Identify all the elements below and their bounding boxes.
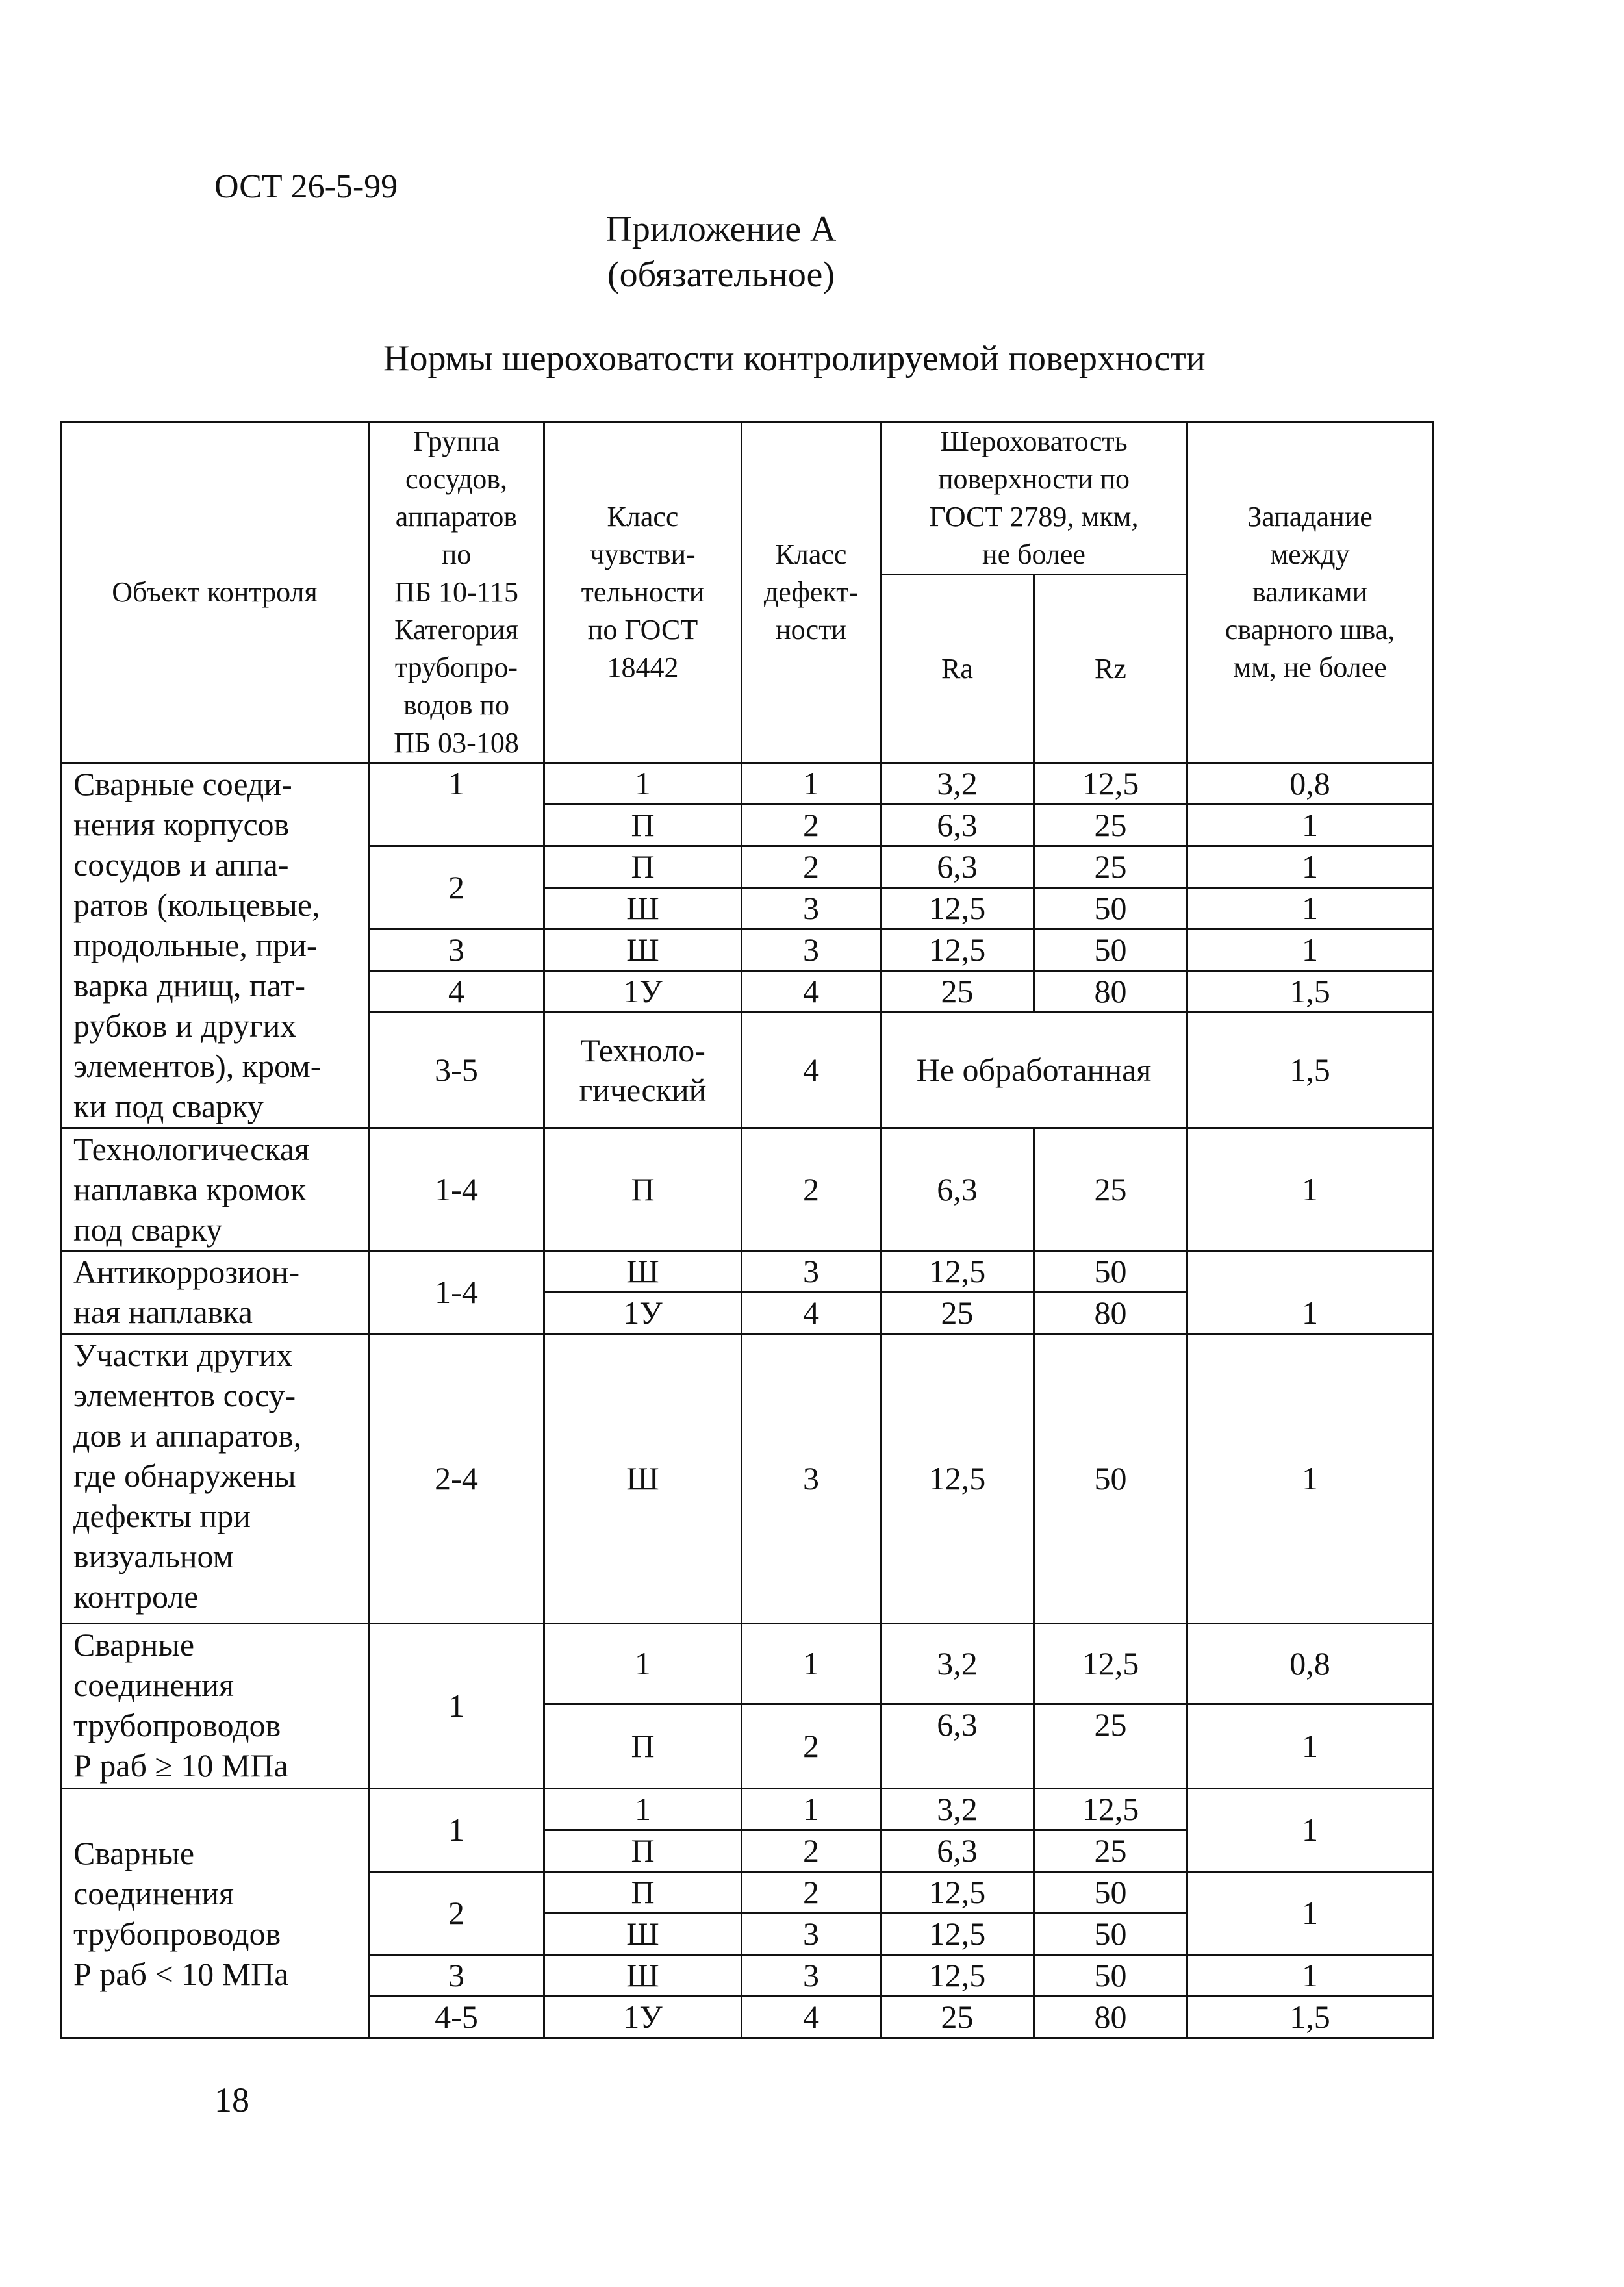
ra-cell: 6,3 — [881, 1830, 1034, 1872]
object-anticorrosion: Антикоррозион- ная наплавка — [61, 1251, 369, 1334]
group-cell: 1 — [369, 1789, 544, 1872]
header-sensitivity-class: Класс чувстви- тельности по ГОСТ 18442 — [544, 422, 742, 763]
group-cell: 3-5 — [369, 1013, 544, 1128]
rz-cell: 25 — [1034, 805, 1187, 846]
header-defect-class: Класс дефект- ности — [742, 422, 881, 763]
defect-cell: 2 — [742, 1872, 881, 1914]
header-rz: Rz — [1034, 575, 1187, 763]
defect-cell: 1 — [742, 1624, 881, 1704]
gap-cell: 1 — [1187, 1334, 1433, 1624]
sensitivity-cell: П — [544, 805, 742, 846]
sensitivity-cell: 1У — [544, 971, 742, 1013]
defect-cell: 2 — [742, 805, 881, 846]
ra-cell: 12,5 — [881, 888, 1034, 929]
sensitivity-cell: П — [544, 1830, 742, 1872]
object-other-areas: Участки других элементов сосу- дов и аппаратов, где обнаружены дефекты при визуальном контроле — [61, 1334, 369, 1624]
ra-cell: 6,3 — [881, 805, 1034, 846]
defect-cell: 2 — [742, 1704, 881, 1789]
group-cell: 1-4 — [369, 1128, 544, 1251]
sensitivity-cell: Ш — [544, 1251, 742, 1293]
defect-cell: 3 — [742, 929, 881, 971]
sensitivity-cell: Техноло- гический — [544, 1013, 742, 1128]
header-object: Объект контроля — [61, 422, 369, 763]
ra-cell: 25 — [881, 1293, 1034, 1334]
gap-cell: 1 — [1187, 1789, 1433, 1872]
sensitivity-cell: П — [544, 846, 742, 888]
gap-cell: 1 — [1187, 929, 1433, 971]
sensitivity-cell: Ш — [544, 888, 742, 929]
appendix-label: Приложение А — [605, 209, 837, 249]
group-cell: 3 — [369, 929, 544, 971]
roughness-cell: Не обработанная — [881, 1013, 1187, 1128]
gap-cell: 1,5 — [1187, 971, 1433, 1013]
table-row — [61, 1334, 1433, 1624]
group-cell: 1 — [369, 763, 544, 846]
gap-cell: 1 — [1187, 805, 1433, 846]
rz-cell: 25 — [1034, 1128, 1187, 1251]
defect-cell: 3 — [742, 888, 881, 929]
gap-cell: 0,8 — [1187, 763, 1433, 805]
group-cell: 4-5 — [369, 1997, 544, 2038]
defect-cell: 4 — [742, 1293, 881, 1334]
sensitivity-cell: П — [544, 1704, 742, 1789]
ra-cell: 3,2 — [881, 1624, 1034, 1704]
sensitivity-cell: 1У — [544, 1997, 742, 2038]
header-group: Группа сосудов, аппаратов по ПБ 10-115 Категория трубопро- водов по ПБ 03-108 — [369, 422, 544, 763]
defect-cell: 3 — [742, 1334, 881, 1624]
rz-cell: 50 — [1034, 1872, 1187, 1914]
rz-cell: 80 — [1034, 971, 1187, 1013]
table-title: Нормы шероховатости контролируемой поверхности — [383, 338, 1206, 379]
ra-cell: 12,5 — [881, 1872, 1034, 1914]
sensitivity-cell: Ш — [544, 1334, 742, 1624]
header-roughness: Шероховатость поверхности по ГОСТ 2789, мкм, не более — [881, 422, 1187, 575]
ra-cell: 12,5 — [881, 1334, 1034, 1624]
rz-cell: 12,5 — [1034, 1789, 1187, 1830]
rz-cell: 50 — [1034, 1914, 1187, 1955]
gap-cell: 1 — [1187, 1955, 1433, 1997]
rz-cell: 12,5 — [1034, 1624, 1187, 1704]
header-gap: Западание между валиками сварного шва, мм, не более — [1187, 422, 1433, 763]
rz-cell: 50 — [1034, 1334, 1187, 1624]
group-cell: 3 — [369, 1955, 544, 1997]
ra-cell: 12,5 — [881, 929, 1034, 971]
group-cell: 2 — [369, 1872, 544, 1955]
appendix-status: (обязательное) — [607, 255, 835, 295]
gap-cell: 1 — [1187, 1704, 1433, 1789]
document-code: ОСТ 26-5-99 — [214, 168, 398, 205]
object-pipe-lt10: Сварные соединения трубопроводов Р раб < 10 МПа — [61, 1789, 369, 2038]
gap-cell: 1 — [1187, 1872, 1433, 1955]
header-row — [61, 422, 1433, 575]
defect-cell: 1 — [742, 1789, 881, 1830]
sensitivity-cell: Ш — [544, 1955, 742, 1997]
object-tech-cladding: Технологическая наплавка кромок под сварку — [61, 1128, 369, 1251]
table-row — [61, 763, 1433, 805]
sensitivity-cell: П — [544, 1872, 742, 1914]
ra-cell: 25 — [881, 971, 1034, 1013]
defect-cell: 4 — [742, 1013, 881, 1128]
rz-cell: 50 — [1034, 929, 1187, 971]
rz-cell: 50 — [1034, 888, 1187, 929]
rz-cell: 12,5 — [1034, 763, 1187, 805]
rz-cell: 50 — [1034, 1955, 1187, 1997]
gap-cell: 1,5 — [1187, 1997, 1433, 2038]
ra-cell: 6,3 — [881, 1128, 1034, 1251]
gap-cell: 0,8 — [1187, 1624, 1433, 1704]
group-cell: 2 — [369, 846, 544, 929]
defect-cell: 2 — [742, 846, 881, 888]
defect-cell: 1 — [742, 763, 881, 805]
rz-cell: 25 — [1034, 846, 1187, 888]
ra-cell: 6,3 — [881, 846, 1034, 888]
appendix-heading — [0, 207, 1442, 297]
defect-cell: 4 — [742, 971, 881, 1013]
gap-cell: 1,5 — [1187, 1013, 1433, 1128]
rz-cell: 25 — [1034, 1704, 1187, 1789]
defect-cell: 4 — [742, 1997, 881, 2038]
ra-cell: 12,5 — [881, 1955, 1034, 1997]
defect-cell: 2 — [742, 1830, 881, 1872]
sensitivity-cell: Ш — [544, 929, 742, 971]
object-welds-vessels: Сварные соеди- нения корпусов сосудов и аппа- ратов (кольцевые, продольные, при- варка днищ, пат- рубков и других элементов), кром- ки под сварку — [61, 763, 369, 1128]
rz-cell: 80 — [1034, 1293, 1187, 1334]
page-number: 18 — [214, 2080, 249, 2119]
sensitivity-cell: 1 — [544, 1624, 742, 1704]
ra-cell: 3,2 — [881, 1789, 1034, 1830]
ra-cell: 12,5 — [881, 1251, 1034, 1293]
table-row — [61, 1789, 1433, 1830]
gap-cell: 1 — [1187, 1128, 1433, 1251]
sensitivity-cell: 1 — [544, 1789, 742, 1830]
gap-cell: 1 — [1187, 846, 1433, 888]
sensitivity-cell: 1 — [544, 763, 742, 805]
rz-cell: 80 — [1034, 1997, 1187, 2038]
ra-cell: 6,3 — [881, 1704, 1034, 1789]
ra-cell: 12,5 — [881, 1914, 1034, 1955]
sensitivity-cell: П — [544, 1128, 742, 1251]
group-cell: 1-4 — [369, 1251, 544, 1334]
roughness-norms-table — [60, 421, 1434, 2039]
sensitivity-cell: Ш — [544, 1914, 742, 1955]
object-pipe-ge10: Сварные соединения трубопроводов Р раб ≥ 10 МПа — [61, 1624, 369, 1789]
ra-cell: 3,2 — [881, 763, 1034, 805]
sensitivity-cell: 1У — [544, 1293, 742, 1334]
group-cell: 4 — [369, 971, 544, 1013]
ra-cell: 25 — [881, 1997, 1034, 2038]
table-row — [61, 1128, 1433, 1251]
gap-cell: 1 — [1187, 1251, 1433, 1334]
defect-cell: 3 — [742, 1955, 881, 1997]
header-ra: Ra — [881, 575, 1034, 763]
rz-cell: 50 — [1034, 1251, 1187, 1293]
defect-cell: 3 — [742, 1914, 881, 1955]
group-cell: 2-4 — [369, 1334, 544, 1624]
defect-cell: 2 — [742, 1128, 881, 1251]
group-cell: 1 — [369, 1624, 544, 1789]
rz-cell: 25 — [1034, 1830, 1187, 1872]
gap-cell: 1 — [1187, 888, 1433, 929]
table-row — [61, 1251, 1433, 1293]
defect-cell: 3 — [742, 1251, 881, 1293]
table-row — [61, 1624, 1433, 1704]
